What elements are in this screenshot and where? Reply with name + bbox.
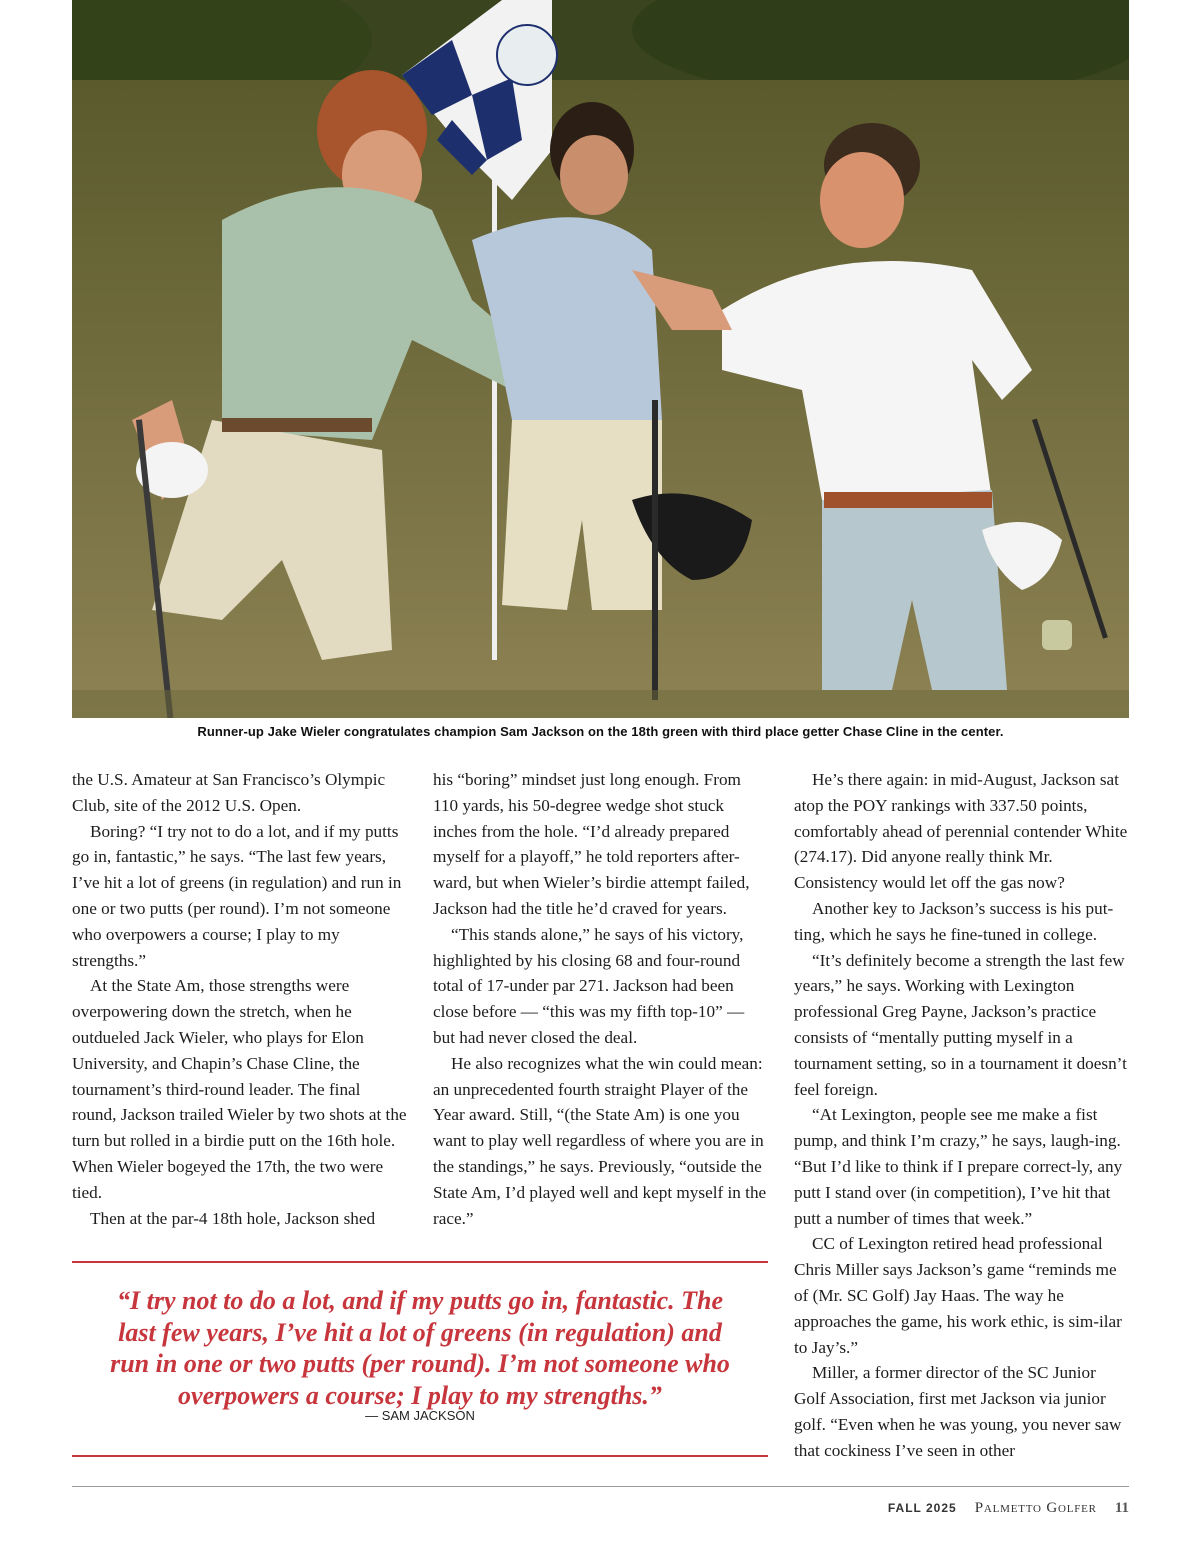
golfers-handshake-photo [72,0,1129,718]
paragraph: At the State Am, those strengths were overpowering down the stretch, when he outdueled Jack Wieler, who plays for Elon University, and Chapin’s Chase Cline, the tournament’s third-round leader. The final round, Jackson trailed Wieler by two shots at the turn but rolled in a birdie putt on the 16th hole. When Wieler bogeyed the 17th, the two were tied. [72,976,407,1202]
paragraph: “At Lexington, people see me make a fist pump, and think I’m crazy,” he says, laugh-ing. “But I’d like to think if I prepare correct-ly, any putt I stand over (in competition), I’ve hit that putt a number of times that week.” [794,1105,1123,1228]
article-column-3 [794,767,1130,1464]
paragraph: Miller, a former director of the SC Junior Golf Association, first met Jackson via junior golf. “Even when he was young, you never saw that cockiness I’ve seen in other [794,1363,1122,1460]
page-footer [888,1500,1129,1520]
article-photo [72,0,1129,718]
pull-quote [72,1261,768,1457]
paragraph: “This stands alone,” he says of his victory, highlighted by his closing 68 and four-round total of 17-under par 271. Jackson had been close before — “this was my fifth top-10” — but had never closed the deal. [433,924,745,1047]
paragraph: his “boring” mindset just long enough. From 110 yards, his 50-degree wedge shot stuck inches from the hole. “I’d already prepared myself for a playoff,” he told reporters after-ward, but when Wieler’s birdie attempt failed, Jackson had the title he’d craved for years. [433,770,750,918]
page-number: 11 [1114,1500,1129,1516]
paragraph: “It’s definitely become a strength the last few years,” he says. Working with Lexington professional Greg Payne, Jackson’s practice consists of “mentally putting myself in a tournament setting, so in a tournament it doesn’t feel foreign. [794,950,1127,1099]
article-column-1 [72,767,408,1231]
photo-caption: Runner-up Jake Wieler congratulates champion Sam Jackson on the 18th green with third place getter Chase Cline in the center. [197,724,1004,739]
paragraph: Then at the par-4 18th hole, Jackson shed [90,1208,376,1228]
pull-quote-attribution: — SAM JACKSON [365,1408,475,1423]
paragraph: He also recognizes what the win could mean: an unprecedented fourth straight Player of the Year award. Still, “(the State Am) is one you want to play well regardless of where you are in the standings,” he says. Previously, “outside the State Am, I’d played well and kept myself in the race.” [433,1053,767,1228]
pull-quote-text: “I try not to do a lot, and if my putts go in, fantastic. The last few years, I’ve hit a lot of greens (in regulation) and run in one or two putts (per round). I’m not someone who overpowers a course; I play to my strengths.” [110,1286,730,1410]
footer-season: FALL 2025 [887,1501,957,1515]
paragraph: CC of Lexington retired head professional Chris Miller says Jackson’s game “reminds me of (Mr. SC Golf) Jay Haas. The way he approaches the game, his work ethic, is sim-ilar to Jay’s.” [794,1234,1122,1357]
paragraph: Boring? “I try not to do a lot, and if my putts go in, fantastic,” he says. “The last few years, I’ve hit a lot of greens (in regulation) and run in one or two putts (per round). I’m not someone who overpowers a course; I play to my strengths.” [72,821,402,970]
footer-magazine-name: Palmetto Golfer [974,1500,1097,1516]
footer-divider [72,1486,1129,1487]
article-column-2 [433,767,769,1231]
paragraph: the U.S. Amateur at San Francisco’s Olympic Club, site of the 2012 U.S. Open. [72,770,386,815]
paragraph: He’s there again: in mid-August, Jackson sat atop the POY rankings with 337.50 points, comfortably ahead of perennial contender White (274.17). Did anyone really think Mr. Consistency would let off the gas now? [794,770,1128,893]
paragraph: Another key to Jackson’s success is his put-ting, which he says he fine-tuned in college. [794,898,1114,944]
